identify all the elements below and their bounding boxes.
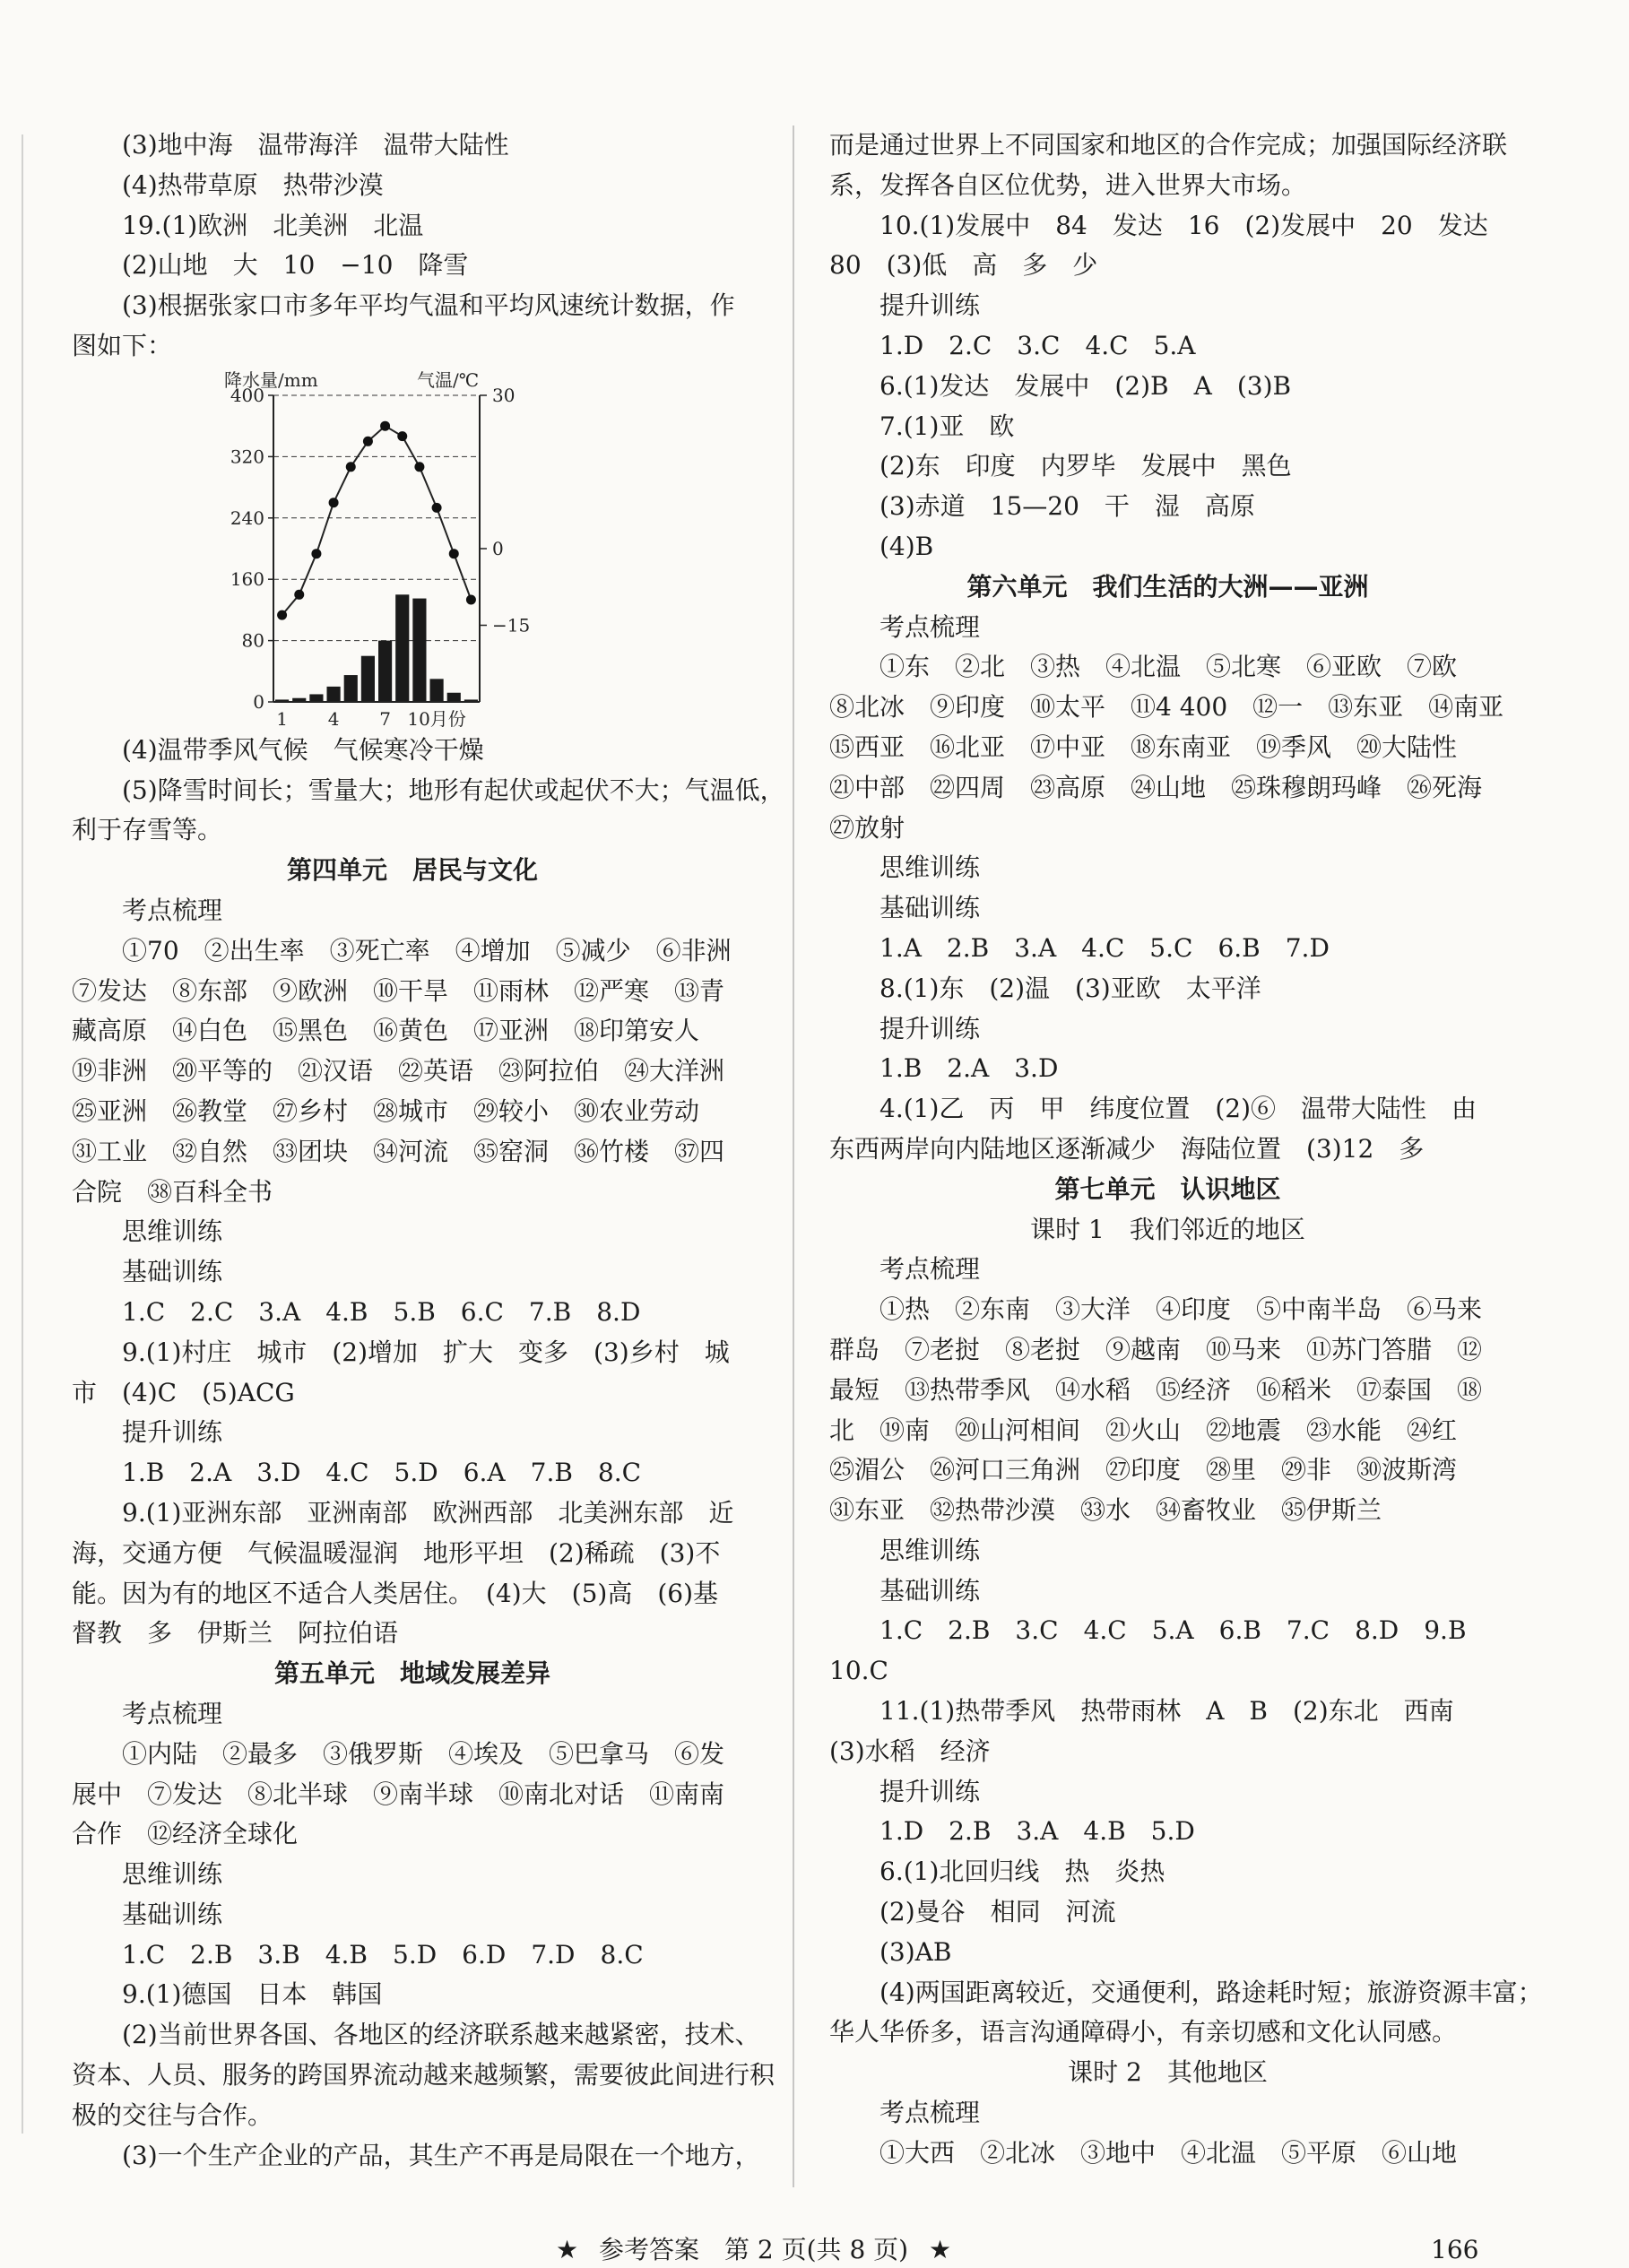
text-line: (4)温带季风气候 气候寒冷干燥 [122,734,484,765]
text-line: (2)当前世界各国、各地区的经济联系越来越紧密，技术、 [122,2020,760,2050]
temperature-point [414,462,424,472]
text-line: 1.B 2.A 3.D 4.C 5.D 6.A 7.B 8.C [122,1458,642,1488]
text-line: (4)热带草原 热带沙漠 [122,169,384,200]
text-line: 提升训练 [122,1417,223,1448]
text-line: ①70 ②出生率 ③死亡率 ④增加 ⑤减少 ⑥非洲 [122,935,732,965]
text-line: 考点梳理 [122,1698,223,1728]
text-line: (2)东 印度 内罗毕 发展中 黑色 [879,451,1292,481]
climate-chart-block [72,367,753,731]
temperature-point [294,590,304,600]
text-line: 9.(1)村庄 城市 (2)增加 扩大 变多 (3)乡村 城 [122,1337,730,1367]
text-line: 系，发挥各自区位优势，进入世界大市场。 [829,169,1307,200]
temperature-point [380,420,390,430]
text-line: 利于存雪等。 [72,815,223,845]
text-line: ⑲非洲 ⑳平等的 ㉑汉语 ㉒英语 ㉓阿拉伯 ㉔大洋洲 [72,1056,725,1086]
text-line: 思维训练 [122,1216,223,1247]
climate-chart [224,367,601,731]
text-line: ㉛东亚 ㉜热带沙漠 ㉝水 ㉞畜牧业 ㉟伊斯兰 [829,1495,1382,1526]
section-heading: 第四单元 居民与文化 [286,855,538,886]
text-line: 最短 ⑬热带季风 ⑭水稻 ⑮经济 ⑯稻米 ⑰泰国 ⑱ [829,1374,1483,1405]
temperature-point [449,549,459,558]
text-line: 展中 ⑦发达 ⑧北半球 ⑨南半球 ⑩南北对话 ⑪南南 [72,1779,725,1809]
precipitation-bar [309,694,323,702]
text-line: (5)降雪时间长；雪量大；地形有起伏或起伏不大；气温低， [122,775,785,805]
star-icon-right: ★ [929,2235,952,2264]
text-line: 考点梳理 [879,1254,981,1285]
left-column [72,126,785,2176]
y-tick-label-left: 240 [230,506,264,529]
text-line: (3)根据张家口市多年平均气温和平均风速统计数据，作 [122,290,735,321]
footer-center [556,2232,951,2268]
text-line: ①大西 ②北冰 ③地中 ④北温 ⑤平原 ⑥山地 [879,2137,1458,2168]
text-line: (3)AB [879,1936,952,1967]
text-line: 1.A 2.B 3.A 4.C 5.C 6.B 7.D [879,932,1330,963]
text-line: ㉑中部 ㉒四周 ㉓高原 ㉔山地 ㉕珠穆朗玛峰 ㉖死海 [829,772,1483,802]
temperature-point [466,594,476,604]
text-line: 合作 ⑫经济全球化 [72,1819,299,1849]
text-line: 群岛 ⑦老挝 ⑧老挝 ⑨越南 ⑩马来 ⑪苏门答腊 ⑫ [829,1334,1483,1364]
text-line: (4)B [879,531,934,561]
temperature-point [346,462,356,472]
text-line: 1.C 2.B 3.B 4.B 5.D 6.D 7.D 8.C [122,1939,644,1969]
text-line: (3)一个生产企业的产品，其生产不再是局限在一个地方， [122,2140,760,2170]
text-line: 基础训练 [879,893,981,923]
text-line: (3)地中海 温带海洋 温带大陆性 [122,130,509,160]
section-heading: 第五单元 地域发展差异 [273,1658,550,1689]
right-column [829,126,1543,2174]
text-line: 7.(1)亚 欧 [879,411,1015,441]
text-line: ⑦发达 ⑧东部 ⑨欧洲 ⑩干旱 ⑪雨林 ⑫严寒 ⑬青 [72,975,725,1006]
temperature-point [397,431,407,441]
section-heading: 第六单元 我们生活的大洲——亚洲 [966,571,1369,602]
footer-title: 参考答案 第 2 页(共 8 页) [599,2235,909,2264]
text-line: (2)曼谷 相同 河流 [879,1897,1116,1927]
text-line: ㉛工业 ㉜自然 ㉝团块 ㉞河流 ㉟窑洞 ㊱竹楼 ㊲四 [72,1136,725,1166]
text-line: ⑧北冰 ⑨印度 ⑩太平 ⑪4 400 ⑫一 ⑬东亚 ⑭南亚 [829,692,1504,723]
star-icon-left: ★ [556,2235,579,2264]
precipitation-bar [395,594,409,702]
precipitation-bar [344,675,358,702]
precipitation-bar [412,598,426,701]
text-line: 提升训练 [879,1776,981,1806]
text-line: ㉗放射 [829,812,905,843]
y-tick-label-left: 80 [241,629,264,652]
text-line: ①内陆 ②最多 ③俄罗斯 ④埃及 ⑤巴拿马 ⑥发 [122,1738,725,1769]
y-tick-label-right: 0 [492,537,504,559]
text-line: 1.C 2.B 3.C 4.C 5.A 6.B 7.C 8.D 9.B [879,1615,1467,1646]
x-tick-label: 1 [276,707,288,730]
text-line: (2)山地 大 10 −10 降雪 [122,250,469,281]
text-line: 北 ⑲南 ⑳山河相间 ㉑火山 ㉒地震 ㉓水能 ㉔红 [829,1415,1458,1445]
text-line: 海，交通方便 气候温暖湿润 地形平坦 (2)稀疏 (3)不 [72,1537,721,1568]
text-line: 市 (4)C (5)ACG [72,1377,295,1407]
y-tick-label-right: −15 [492,614,531,636]
x-tick-label: 4 [327,707,340,730]
text-line: 思维训练 [879,1535,981,1565]
temperature-point [311,549,321,558]
text-line: 合院 ㊳百科全书 [72,1176,273,1207]
temperature-point [363,437,373,446]
precipitation-bar [430,679,444,702]
text-line: (3)赤道 15—20 干 湿 高原 [879,491,1255,522]
text-line: ㉕湄公 ㉖河口三角洲 ㉗印度 ㉘里 ㉙非 ㉚波斯湾 [829,1455,1458,1485]
text-line: 1.B 2.A 3.D [879,1053,1059,1084]
text-line: 而是通过世界上不同国家和地区的合作完成；加强国际经济联 [829,130,1508,160]
text-line: 提升训练 [879,290,981,321]
text-line: 6.(1)发达 发展中 (2)B A (3)B [879,370,1292,401]
text-line: 图如下： [72,330,173,360]
text-line: 东西两岸向内陆地区逐渐减少 海陆位置 (3)12 多 [829,1133,1425,1164]
text-line: (3)水稻 经济 [829,1736,991,1766]
text-line: 能。因为有的地区不适合人类居住。 (4)大 (5)高 (6)基 [72,1578,718,1608]
text-line: 10.C [829,1656,888,1686]
text-line: 藏高原 ⑭白色 ⑮黑色 ⑯黄色 ⑰亚洲 ⑱印第安人 [72,1016,700,1046]
y-tick-label-left: 160 [230,567,264,590]
text-line: 思维训练 [879,853,981,883]
precipitation-bar [378,640,392,701]
text-line: (4)两国距离较近，交通便利，路途耗时短；旅游资源丰富； [879,1977,1543,2007]
subsection-heading: 课时 2 其他地区 [1068,2057,1268,2088]
temperature-point [329,498,339,507]
text-line: 9.(1)德国 日本 韩国 [122,1979,383,2010]
text-line: 1.D 2.C 3.C 4.C 5.A [879,330,1196,360]
y-tick-label-left: 320 [230,446,264,468]
text-line: ⑮西亚 ⑯北亚 ⑰中亚 ⑱东南亚 ⑲季风 ⑳大陆性 [829,731,1458,762]
page-number: 166 [1431,2235,1479,2264]
text-line: ①热 ②东南 ③大洋 ④印度 ⑤中南半岛 ⑥马来 [879,1294,1483,1325]
text-line: 9.(1)亚洲东部 亚洲南部 欧洲西部 北美洲东部 近 [122,1497,734,1528]
text-line: 思维训练 [122,1859,223,1890]
text-line: 督教 多 伊斯兰 阿拉伯语 [72,1618,399,1649]
text-line: 华人华侨多，语言沟通障碍小，有亲切感和文化认同感。 [829,2017,1458,2047]
text-line: 提升训练 [879,1013,981,1043]
text-line: 极的交往与合作。 [72,2099,273,2130]
text-line: 4.(1)乙 丙 甲 纬度位置 (2)⑥ 温带大陆性 由 [879,1094,1477,1124]
text-line: 1.D 2.B 3.A 4.B 5.D [879,1816,1195,1847]
right-axis-title: 气温/℃ [417,368,480,391]
text-line: ①东 ②北 ③热 ④北温 ⑤北寒 ⑥亚欧 ⑦欧 [879,652,1458,682]
text-line: 10.(1)发展中 84 发达 16 (2)发展中 20 发达 [879,210,1488,240]
text-line: 8.(1)东 (2)温 (3)亚欧 太平洋 [879,973,1261,1003]
temperature-line [282,426,472,615]
text-line: 19.(1)欧洲 北美洲 北温 [122,210,424,240]
text-line: 考点梳理 [879,611,981,642]
temperature-point [432,503,442,513]
temperature-point [277,610,287,619]
precipitation-bar [361,655,375,701]
x-tick-label: 7 [379,707,391,730]
precipitation-bar [447,693,461,702]
text-line: 基础训练 [122,1899,223,1929]
text-line: ㉕亚洲 ㉖教堂 ㉗乡村 ㉘城市 ㉙较小 ㉚农业劳动 [72,1095,700,1126]
section-heading: 第七单元 认识地区 [1054,1173,1281,1204]
left-axis-title: 降水量/mm [224,368,318,391]
text-line: 资本、人员、服务的跨国界流动越来越频繁，需要彼此间进行积 [72,2060,776,2091]
text-line: 6.(1)北回归线 热 炎热 [879,1857,1165,1887]
text-line: 80 (3)低 高 多 少 [829,250,1098,281]
precipitation-bar [327,687,341,702]
y-tick-label-left: 0 [253,690,264,713]
text-line: 基础训练 [879,1575,981,1606]
text-line: 考点梳理 [879,2098,981,2128]
text-line: 考点梳理 [122,895,223,925]
subsection-heading: 课时 1 我们邻近的地区 [1030,1214,1305,1244]
text-line: 1.C 2.C 3.A 4.B 5.B 6.C 7.B 8.D [122,1296,641,1327]
text-line: 11.(1)热带季风 热带雨林 A B (2)东北 西南 [879,1696,1454,1727]
column-divider-left [22,134,23,2134]
column-divider-center [793,126,794,2187]
x-tick-label: 10月份 [407,707,466,730]
text-line: 基础训练 [122,1257,223,1287]
y-tick-label-left: 400 [230,384,264,406]
y-tick-label-right: 30 [492,384,516,406]
